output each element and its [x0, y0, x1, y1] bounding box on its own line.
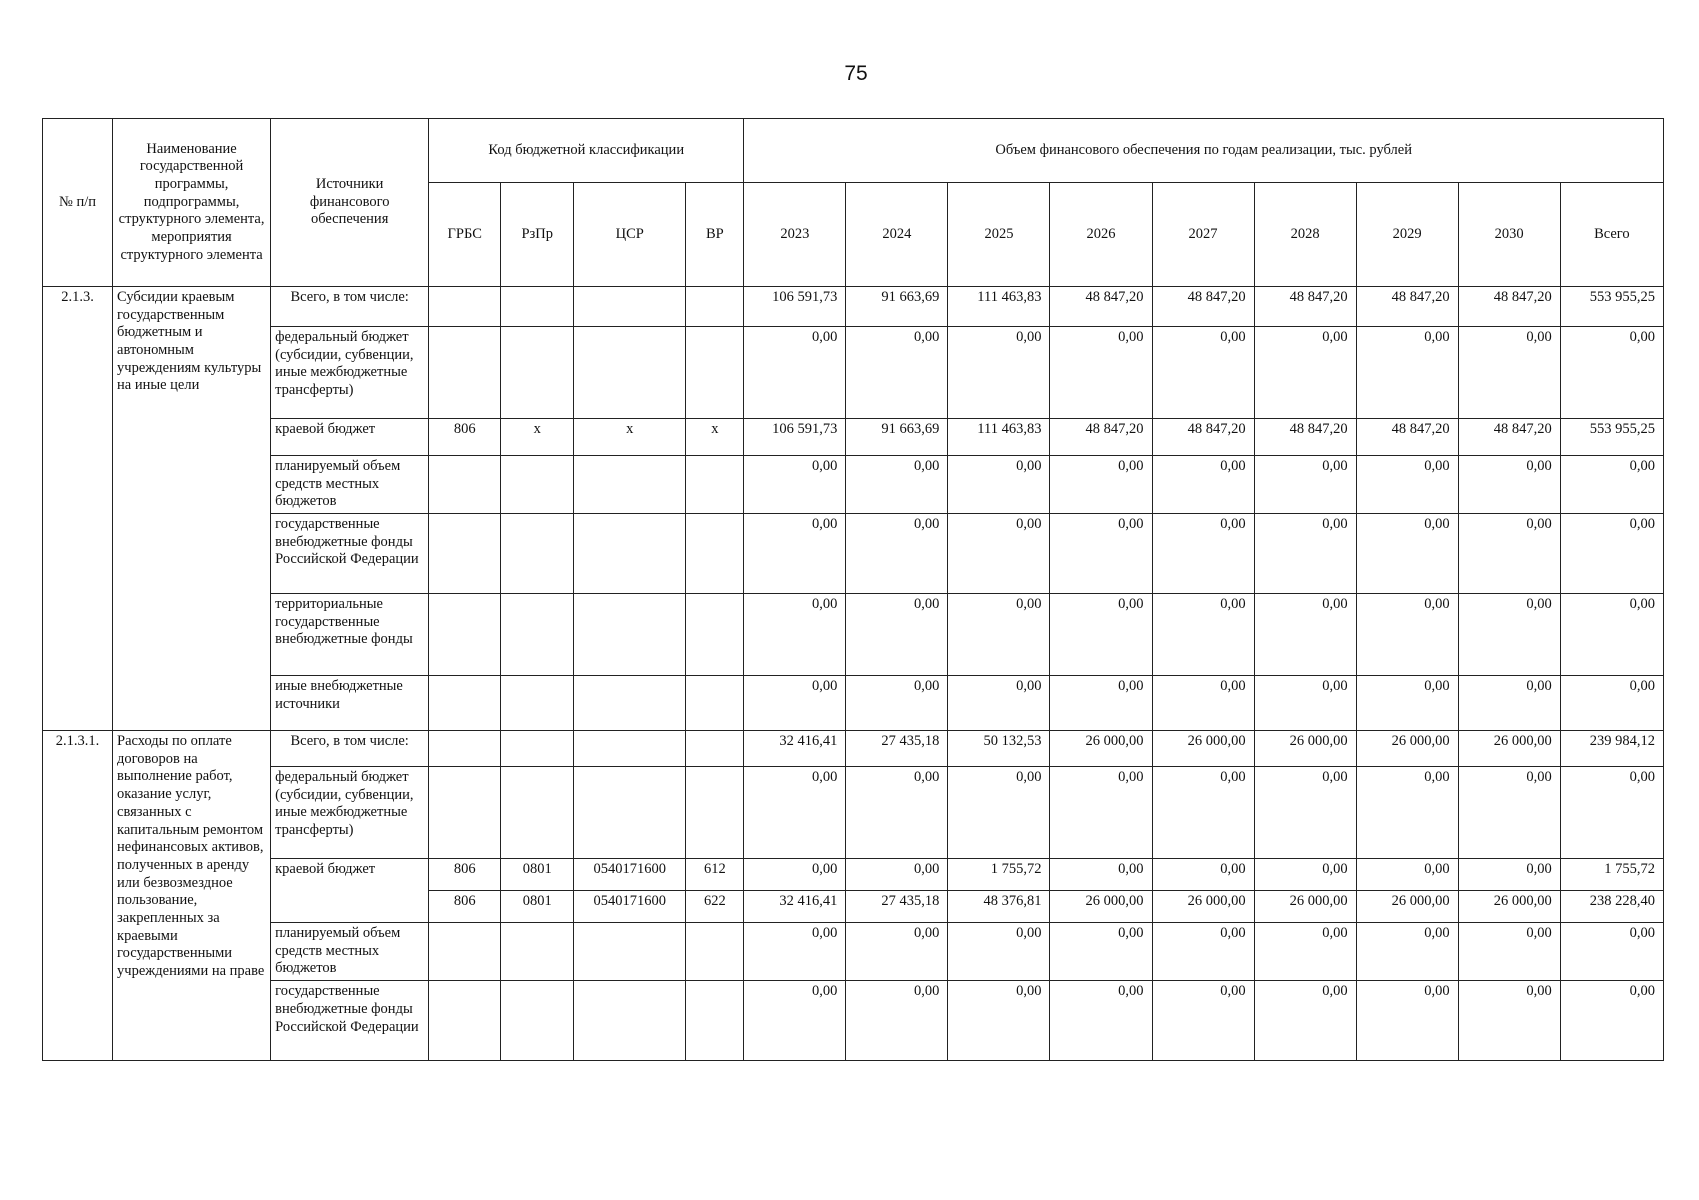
- value-year: 26 000,00: [1050, 891, 1152, 923]
- header-year: 2030: [1458, 183, 1560, 287]
- value-year: 0,00: [846, 767, 948, 859]
- value-year: 0,00: [1254, 594, 1356, 676]
- header-year: 2029: [1356, 183, 1458, 287]
- value-year: 0,00: [1254, 923, 1356, 981]
- value-year: 26 000,00: [1152, 731, 1254, 767]
- value-year: 32 416,41: [744, 731, 846, 767]
- value-year: 0,00: [1458, 327, 1560, 419]
- value-year: 0,00: [1254, 676, 1356, 731]
- value-year: 106 591,73: [744, 287, 846, 327]
- code-csr: [574, 767, 686, 859]
- value-year: 111 463,83: [948, 287, 1050, 327]
- value-year: 0,00: [1458, 514, 1560, 594]
- code-vr: [686, 514, 744, 594]
- code-rzpr: [501, 676, 574, 731]
- code-rzpr: [501, 767, 574, 859]
- value-year: 0,00: [1050, 514, 1152, 594]
- header-name: Наименование государственной программы, подпрограммы, структурного элемента, мероприятия структурного элемента: [113, 119, 271, 287]
- item-number: 2.1.3.1.: [43, 731, 113, 1061]
- value-year: 0,00: [1050, 594, 1152, 676]
- code-vr: х: [686, 419, 744, 456]
- value-year: 0,00: [744, 981, 846, 1061]
- value-year: 0,00: [948, 594, 1050, 676]
- code-csr: 0540171600: [574, 859, 686, 891]
- value-year: 0,00: [1458, 767, 1560, 859]
- value-year: 48 847,20: [1356, 287, 1458, 327]
- value-year: 0,00: [1458, 594, 1560, 676]
- code-csr: [574, 676, 686, 731]
- value-year: 0,00: [1152, 676, 1254, 731]
- value-year: 0,00: [1356, 981, 1458, 1061]
- table-row: [43, 676, 1664, 731]
- value-year: 111 463,83: [948, 419, 1050, 456]
- table-row: [43, 767, 1664, 859]
- value-year: 26 000,00: [1254, 731, 1356, 767]
- table-row: [43, 419, 1664, 456]
- funding-source: краевой бюджет: [271, 859, 429, 923]
- value-year: 0,00: [948, 767, 1050, 859]
- value-year: 91 663,69: [846, 287, 948, 327]
- code-grbs: [429, 676, 501, 731]
- table-body: [43, 287, 1664, 1061]
- code-grbs: 806: [429, 891, 501, 923]
- value-year: 48 847,20: [1152, 419, 1254, 456]
- header-year: 2026: [1050, 183, 1152, 287]
- value-year: 0,00: [1458, 456, 1560, 514]
- value-year: 26 000,00: [1356, 891, 1458, 923]
- code-csr: [574, 731, 686, 767]
- value-year: 0,00: [1356, 327, 1458, 419]
- value-year: 0,00: [846, 923, 948, 981]
- table-row: [43, 514, 1664, 594]
- code-vr: [686, 327, 744, 419]
- code-grbs: [429, 731, 501, 767]
- code-grbs: 806: [429, 419, 501, 456]
- header-source: Источники финансового обеспечения: [271, 119, 429, 287]
- code-vr: [686, 923, 744, 981]
- item-name: Расходы по оплате договоров на выполнение работ, оказание услуг, связанных с капитальным ремонтом нефинансовых активов, полученных в аренду или безвозмездное пользование, закрепленных за краевыми государственными учреждениями на праве: [113, 731, 271, 1061]
- value-year: 0,00: [948, 676, 1050, 731]
- table-row: [43, 923, 1664, 981]
- funding-source: государственные внебюджетные фонды Российской Федерации: [271, 981, 429, 1061]
- value-year: 0,00: [1254, 327, 1356, 419]
- header-csr: ЦСР: [574, 183, 686, 287]
- value-year: 26 000,00: [1050, 731, 1152, 767]
- code-grbs: [429, 981, 501, 1061]
- value-year: 0,00: [1458, 859, 1560, 891]
- funding-source: федеральный бюджет (субсидии, субвенции, иные межбюджетные трансферты): [271, 327, 429, 419]
- value-year: 0,00: [1356, 767, 1458, 859]
- code-vr: [686, 731, 744, 767]
- code-rzpr: 0801: [501, 859, 574, 891]
- table-row: [43, 731, 1664, 767]
- code-rzpr: [501, 923, 574, 981]
- header-year: 2028: [1254, 183, 1356, 287]
- value-year: 0,00: [1152, 859, 1254, 891]
- header-grbs: ГРБС: [429, 183, 501, 287]
- value-total: 553 955,25: [1560, 419, 1663, 456]
- value-year: 50 132,53: [948, 731, 1050, 767]
- value-year: 0,00: [948, 327, 1050, 419]
- header-volume: Объем финансового обеспечения по годам реализации, тыс. рублей: [744, 119, 1664, 183]
- value-year: 0,00: [1356, 456, 1458, 514]
- value-year: 0,00: [846, 859, 948, 891]
- value-year: 0,00: [744, 676, 846, 731]
- code-vr: 622: [686, 891, 744, 923]
- code-csr: 0540171600: [574, 891, 686, 923]
- value-year: 0,00: [1050, 923, 1152, 981]
- value-year: 48 847,20: [1152, 287, 1254, 327]
- value-year: 0,00: [1050, 327, 1152, 419]
- code-rzpr: 0801: [501, 891, 574, 923]
- funding-source: планируемый объем средств местных бюджетов: [271, 923, 429, 981]
- code-csr: [574, 923, 686, 981]
- value-year: 0,00: [1356, 594, 1458, 676]
- code-rzpr: [501, 287, 574, 327]
- value-year: 0,00: [1152, 514, 1254, 594]
- code-grbs: [429, 456, 501, 514]
- value-year: 0,00: [1356, 514, 1458, 594]
- value-year: 0,00: [1152, 923, 1254, 981]
- value-year: 0,00: [1458, 923, 1560, 981]
- value-year: 32 416,41: [744, 891, 846, 923]
- header-vr: ВР: [686, 183, 744, 287]
- value-year: 0,00: [1050, 676, 1152, 731]
- code-vr: [686, 594, 744, 676]
- funding-source: федеральный бюджет (субсидии, субвенции, иные межбюджетные трансферты): [271, 767, 429, 859]
- code-csr: [574, 594, 686, 676]
- code-csr: [574, 514, 686, 594]
- code-vr: [686, 676, 744, 731]
- value-year: 0,00: [1152, 594, 1254, 676]
- value-total: 0,00: [1560, 456, 1663, 514]
- value-year: 0,00: [744, 923, 846, 981]
- value-year: 0,00: [846, 676, 948, 731]
- table-row: [43, 981, 1664, 1061]
- value-total: 0,00: [1560, 514, 1663, 594]
- value-year: 0,00: [744, 767, 846, 859]
- value-year: 0,00: [1254, 767, 1356, 859]
- value-year: 0,00: [1458, 981, 1560, 1061]
- value-total: 239 984,12: [1560, 731, 1663, 767]
- value-total: 1 755,72: [1560, 859, 1663, 891]
- value-year: 0,00: [846, 514, 948, 594]
- item-name: Субсидии краевым государственным бюджетным и автономным учреждениям культуры на иные цели: [113, 287, 271, 731]
- code-rzpr: [501, 327, 574, 419]
- value-year: 0,00: [846, 456, 948, 514]
- funding-source: Всего, в том числе:: [271, 731, 429, 767]
- value-year: 48 847,20: [1254, 419, 1356, 456]
- code-rzpr: х: [501, 419, 574, 456]
- code-grbs: [429, 327, 501, 419]
- header-year: 2025: [948, 183, 1050, 287]
- value-year: 26 000,00: [1458, 731, 1560, 767]
- value-year: 0,00: [1254, 456, 1356, 514]
- value-total: 553 955,25: [1560, 287, 1663, 327]
- value-total: 238 228,40: [1560, 891, 1663, 923]
- code-rzpr: [501, 514, 574, 594]
- value-total: 0,00: [1560, 923, 1663, 981]
- code-rzpr: [501, 981, 574, 1061]
- code-vr: [686, 767, 744, 859]
- value-year: 48 847,20: [1458, 287, 1560, 327]
- code-grbs: [429, 287, 501, 327]
- value-year: 26 000,00: [1152, 891, 1254, 923]
- value-year: 106 591,73: [744, 419, 846, 456]
- header-year: 2023: [744, 183, 846, 287]
- value-total: 0,00: [1560, 981, 1663, 1061]
- value-total: 0,00: [1560, 594, 1663, 676]
- value-year: 0,00: [948, 981, 1050, 1061]
- code-grbs: [429, 594, 501, 676]
- funding-source: иные внебюджетные источники: [271, 676, 429, 731]
- funding-source: государственные внебюджетные фонды Российской Федерации: [271, 514, 429, 594]
- value-year: 0,00: [1458, 676, 1560, 731]
- table-row: [43, 456, 1664, 514]
- value-year: 0,00: [744, 514, 846, 594]
- value-year: 0,00: [1254, 514, 1356, 594]
- code-vr: [686, 287, 744, 327]
- value-year: 0,00: [1356, 676, 1458, 731]
- value-year: 0,00: [1254, 859, 1356, 891]
- value-year: 0,00: [846, 981, 948, 1061]
- value-year: 0,00: [1152, 981, 1254, 1061]
- value-year: 1 755,72: [948, 859, 1050, 891]
- item-number: 2.1.3.: [43, 287, 113, 731]
- financing-table: [42, 118, 1664, 1061]
- value-year: 26 000,00: [1356, 731, 1458, 767]
- page-number: 75: [844, 62, 868, 85]
- value-year: 0,00: [846, 327, 948, 419]
- table-row: [43, 594, 1664, 676]
- value-year: 0,00: [1356, 923, 1458, 981]
- value-year: 0,00: [1050, 859, 1152, 891]
- code-vr: [686, 981, 744, 1061]
- code-rzpr: [501, 731, 574, 767]
- value-year: 0,00: [1050, 981, 1152, 1061]
- value-total: 0,00: [1560, 327, 1663, 419]
- table-row: [43, 859, 1664, 891]
- value-year: 0,00: [1152, 456, 1254, 514]
- funding-source: краевой бюджет: [271, 419, 429, 456]
- value-year: 0,00: [744, 594, 846, 676]
- value-year: 48 847,20: [1050, 419, 1152, 456]
- header-kbk: Код бюджетной классификации: [429, 119, 744, 183]
- value-year: 0,00: [744, 456, 846, 514]
- code-grbs: [429, 514, 501, 594]
- value-year: 0,00: [948, 514, 1050, 594]
- value-year: 0,00: [1050, 456, 1152, 514]
- funding-source: Всего, в том числе:: [271, 287, 429, 327]
- code-csr: [574, 456, 686, 514]
- value-year: 0,00: [1050, 767, 1152, 859]
- value-year: 0,00: [1152, 767, 1254, 859]
- code-csr: [574, 327, 686, 419]
- code-rzpr: [501, 594, 574, 676]
- value-year: 0,00: [1254, 981, 1356, 1061]
- code-csr: [574, 287, 686, 327]
- header-year: 2024: [846, 183, 948, 287]
- table-row: [43, 327, 1664, 419]
- funding-source: планируемый объем средств местных бюджетов: [271, 456, 429, 514]
- header-rzpr: РзПр: [501, 183, 574, 287]
- value-year: 0,00: [846, 594, 948, 676]
- value-total: 0,00: [1560, 767, 1663, 859]
- code-rzpr: [501, 456, 574, 514]
- value-year: 0,00: [948, 456, 1050, 514]
- value-year: 48 847,20: [1356, 419, 1458, 456]
- value-year: 91 663,69: [846, 419, 948, 456]
- value-year: 48 847,20: [1050, 287, 1152, 327]
- value-year: 0,00: [744, 327, 846, 419]
- code-grbs: 806: [429, 859, 501, 891]
- header-year: 2027: [1152, 183, 1254, 287]
- value-year: 27 435,18: [846, 891, 948, 923]
- value-year: 48 847,20: [1254, 287, 1356, 327]
- value-year: 48 847,20: [1458, 419, 1560, 456]
- value-year: 27 435,18: [846, 731, 948, 767]
- value-year: 26 000,00: [1254, 891, 1356, 923]
- header-total: Всего: [1560, 183, 1663, 287]
- value-year: 48 376,81: [948, 891, 1050, 923]
- funding-source: территориальные государственные внебюджетные фонды: [271, 594, 429, 676]
- value-year: 0,00: [744, 859, 846, 891]
- value-year: 0,00: [948, 923, 1050, 981]
- table-row: [43, 287, 1664, 327]
- code-vr: [686, 456, 744, 514]
- code-csr: х: [574, 419, 686, 456]
- header-num: № п/п: [43, 119, 113, 287]
- value-year: 0,00: [1356, 859, 1458, 891]
- code-grbs: [429, 767, 501, 859]
- code-csr: [574, 981, 686, 1061]
- code-vr: 612: [686, 859, 744, 891]
- code-grbs: [429, 923, 501, 981]
- value-year: 26 000,00: [1458, 891, 1560, 923]
- value-year: 0,00: [1152, 327, 1254, 419]
- value-total: 0,00: [1560, 676, 1663, 731]
